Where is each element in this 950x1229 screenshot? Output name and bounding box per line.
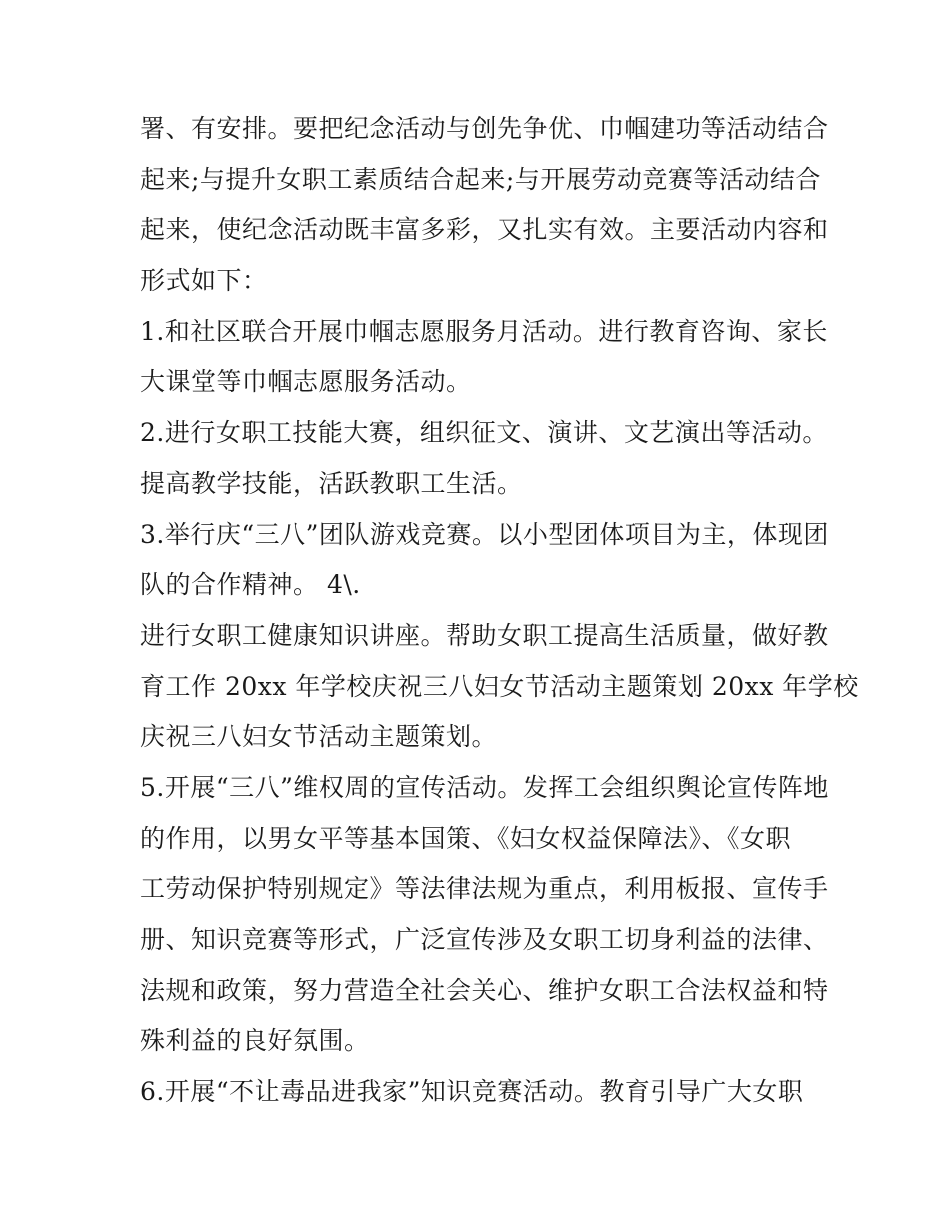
text-line: 起来，使纪念活动既丰富多彩，又扎实有效。主要活动内容和: [140, 215, 829, 245]
text-line: 2.进行女职工技能大赛，组织征文、演讲、文艺演出等活动。: [140, 418, 828, 448]
text-line: 起来;与提升女职工素质结合起来;与开展劳动竞赛等活动结合: [140, 164, 821, 194]
text-line: 提高教学技能，活跃教职工生活。: [140, 468, 523, 498]
text-line: 法规和政策，努力营造全社会关心、维护女职工合法权益和特: [140, 975, 829, 1005]
text-line: 工劳动保护特别规定》等法律法规为重点，利用板报、宣传手: [140, 874, 829, 904]
text-line: 殊利益的良好氛围。: [140, 1026, 370, 1056]
text-line: 署、有安排。要把纪念活动与创先争优、巾帼建功等活动结合: [140, 114, 829, 143]
text-line: 队的合作精神。 4\.: [140, 570, 361, 600]
text-line: 进行女职工健康知识讲座。帮助女职工提高生活质量，做好教: [140, 620, 829, 650]
text-line: 大课堂等巾帼志愿服务活动。: [140, 367, 472, 397]
text-line: 1.和社区联合开展巾帼志愿服务月活动。进行教育咨询、家长: [140, 316, 828, 346]
text-line: 3.举行庆“三八”团队游戏竞赛。以小型团体项目为主，体现团: [140, 519, 829, 549]
text-line: 5.开展“三八”维权周的宣传活动。发挥工会组织舆论宣传阵地: [140, 772, 829, 802]
text-line: 册、知识竞赛等形式，广泛宣传涉及女职工切身利益的法律、: [140, 925, 829, 954]
document-body: [140, 104, 859, 1118]
text-line: 育工作 20xx 年学校庆祝三八妇女节活动主题策划 20xx 年学校: [140, 671, 859, 701]
text-line: 庆祝三八妇女节活动主题策划。: [140, 722, 498, 752]
text-line: 的作用，以男女平等基本国策、《妇女权益保障法》、《女职: [140, 823, 792, 853]
text-line: 形式如下：: [140, 266, 268, 296]
text-line: 6.开展“不让毒品进我家”知识竞赛活动。教育引导广大女职: [140, 1077, 804, 1107]
